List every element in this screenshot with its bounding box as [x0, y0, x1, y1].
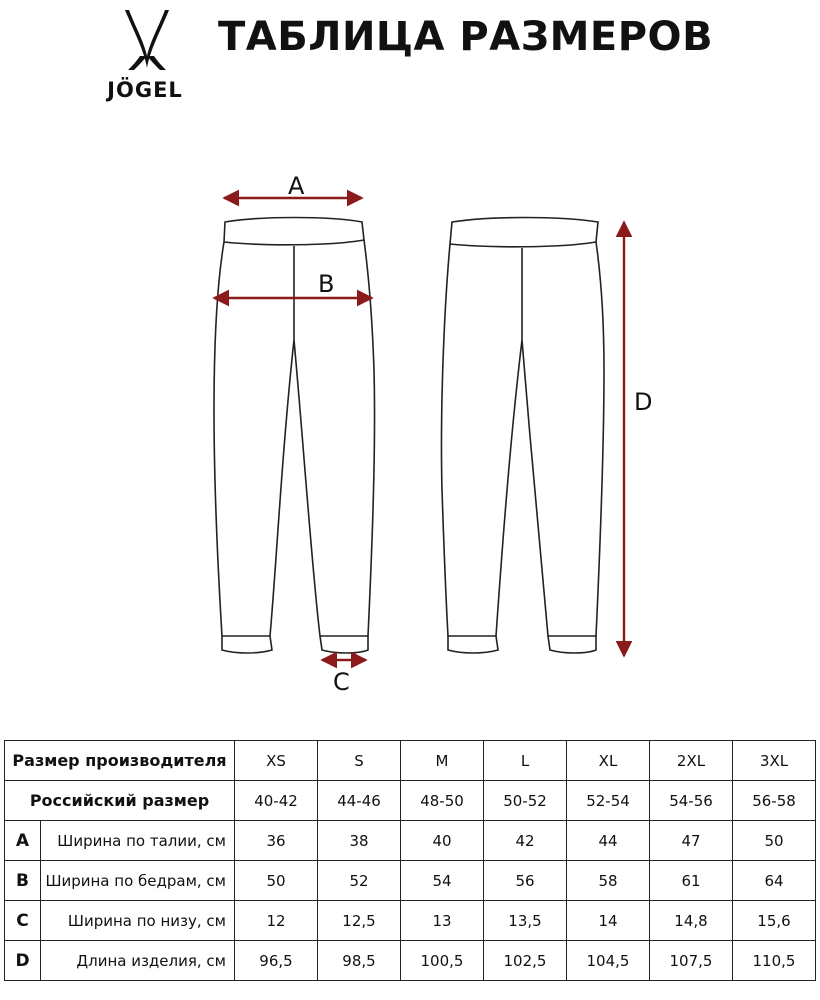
- measure-value: 50: [733, 821, 816, 861]
- size-cell: 3XL: [733, 741, 816, 781]
- measure-row-c: [5, 901, 816, 941]
- measure-letter: B: [5, 861, 41, 901]
- measure-value: 96,5: [235, 941, 318, 981]
- size-cell: L: [484, 741, 567, 781]
- russian-size-cell: 52-54: [567, 781, 650, 821]
- russian-size-label: Российский размер: [5, 781, 235, 821]
- russian-size-cell: 48-50: [401, 781, 484, 821]
- manufacturer-size-label: Размер производителя: [5, 741, 235, 781]
- measure-value: 13: [401, 901, 484, 941]
- measure-name: Ширина по бедрам, см: [41, 861, 235, 901]
- measure-value: 14: [567, 901, 650, 941]
- measure-value: 52: [318, 861, 401, 901]
- measure-name: Ширина по низу, см: [41, 901, 235, 941]
- measure-value: 104,5: [567, 941, 650, 981]
- measure-d: [624, 222, 652, 656]
- size-cell: XS: [235, 741, 318, 781]
- measure-value: 102,5: [484, 941, 567, 981]
- measure-value: 100,5: [401, 941, 484, 981]
- size-cell: 2XL: [650, 741, 733, 781]
- pants-back: [441, 218, 604, 654]
- measure-value: 64: [733, 861, 816, 901]
- russian-size-cell: 54-56: [650, 781, 733, 821]
- russian-size-row: [5, 781, 816, 821]
- measure-name: Ширина по талии, см: [41, 821, 235, 861]
- measure-c-label: C: [333, 668, 350, 696]
- measure-a: [224, 172, 362, 200]
- measure-d-label: D: [634, 388, 653, 416]
- measure-value: 13,5: [484, 901, 567, 941]
- measure-value: 54: [401, 861, 484, 901]
- russian-size-cell: 56-58: [733, 781, 816, 821]
- page-title: ТАБЛИЦА РАЗМЕРОВ: [218, 14, 714, 60]
- measure-b-label: B: [318, 270, 335, 298]
- measure-c: [322, 660, 366, 696]
- measure-value: 110,5: [733, 941, 816, 981]
- measure-value: 58: [567, 861, 650, 901]
- measure-value: 98,5: [318, 941, 401, 981]
- logo-mark-icon: [92, 4, 202, 84]
- measure-value: 42: [484, 821, 567, 861]
- pants-diagram: [0, 150, 820, 710]
- measure-value: 47: [650, 821, 733, 861]
- measure-value: 12: [235, 901, 318, 941]
- size-cell: XL: [567, 741, 650, 781]
- measure-value: 107,5: [650, 941, 733, 981]
- pants-front: [214, 218, 375, 654]
- measure-letter: C: [5, 901, 41, 941]
- measure-value: 12,5: [318, 901, 401, 941]
- measure-name: Длина изделия, см: [41, 941, 235, 981]
- measure-b: [214, 270, 372, 298]
- size-table: [4, 740, 816, 981]
- size-cell: M: [401, 741, 484, 781]
- measure-value: 40: [401, 821, 484, 861]
- measure-value: 56: [484, 861, 567, 901]
- measure-row-b: [5, 861, 816, 901]
- measure-row-a: [5, 821, 816, 861]
- manufacturer-size-row: [5, 741, 816, 781]
- measure-value: 38: [318, 821, 401, 861]
- size-cell: S: [318, 741, 401, 781]
- measure-row-d: [5, 941, 816, 981]
- measure-a-label: A: [288, 172, 305, 200]
- measure-value: 15,6: [733, 901, 816, 941]
- measure-value: 36: [235, 821, 318, 861]
- size-table-body: [5, 741, 816, 981]
- measure-value: 44: [567, 821, 650, 861]
- measure-value: 14,8: [650, 901, 733, 941]
- russian-size-cell: 50-52: [484, 781, 567, 821]
- russian-size-cell: 44-46: [318, 781, 401, 821]
- measure-value: 61: [650, 861, 733, 901]
- measure-letter: A: [5, 821, 41, 861]
- russian-size-cell: 40-42: [235, 781, 318, 821]
- brand-name: JÖGEL: [107, 78, 183, 102]
- measure-value: 50: [235, 861, 318, 901]
- measure-letter: D: [5, 941, 41, 981]
